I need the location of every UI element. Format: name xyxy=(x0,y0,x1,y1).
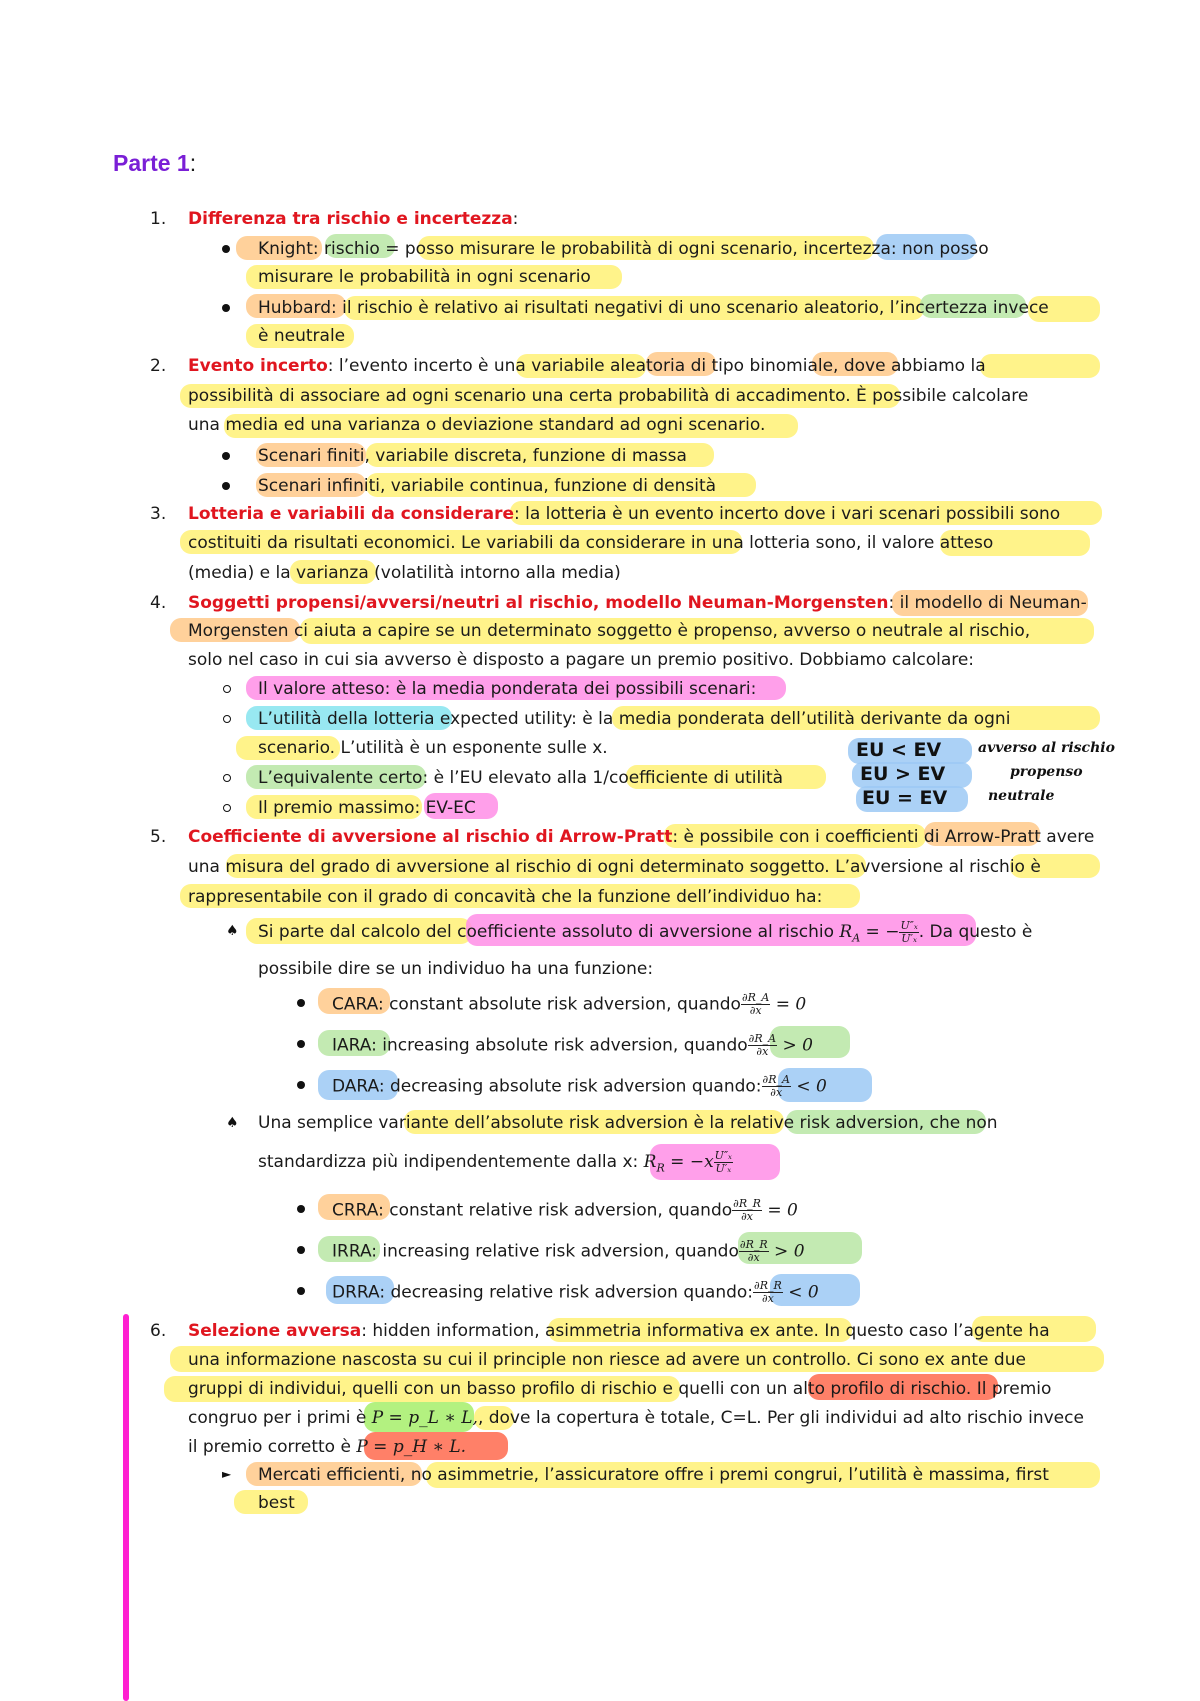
math-num: ∂R_R xyxy=(754,1279,782,1292)
text-line: una media ed una varianza o deviazione standard ad ogni scenario. xyxy=(188,415,766,435)
text-line: Hubbard: il rischio è relativo ai risultati negativi di uno scenario aleatorio, l’incertezza invece xyxy=(258,298,1049,318)
math-text: = −x xyxy=(664,1152,714,1172)
fraction xyxy=(714,1150,733,1175)
text-line: Scenari finiti, variabile discreta, funzione di massa xyxy=(258,446,687,466)
fraction xyxy=(748,1033,777,1058)
text-line: scenario. L’utilità è un esponente sulle x. xyxy=(258,738,608,758)
bullet-dot xyxy=(222,245,230,253)
bullet-dot xyxy=(297,1287,305,1295)
text: DRRA: decreasing relative risk adversion quando: xyxy=(332,1282,754,1303)
handwritten-note-propenso: propenso xyxy=(1010,764,1083,780)
text-line xyxy=(332,1074,827,1099)
text-line: Scenari infiniti, variabile continua, funzione di densità xyxy=(258,476,717,496)
math-den: ∂x xyxy=(749,1004,762,1017)
bullet-circle xyxy=(223,715,231,723)
fraction xyxy=(732,1198,762,1223)
colon: : xyxy=(512,209,519,229)
math-text: < 0 xyxy=(790,1076,827,1097)
text-line xyxy=(332,992,806,1017)
math-den: U′ₓ xyxy=(901,932,917,945)
spade-bullet-icon: ♠ xyxy=(226,923,239,939)
title-text: Coefficiente di avversione al rischio di Arrow-Pratt xyxy=(188,827,673,847)
text: CARA: constant absolute risk adversion, quando xyxy=(332,994,741,1015)
text-line xyxy=(258,1150,733,1179)
text: IARA: increasing absolute risk adversion, quando xyxy=(332,1035,748,1056)
fraction xyxy=(739,1239,769,1264)
bullet-circle xyxy=(223,685,231,693)
title-text: Lotteria e variabili da considerare xyxy=(188,504,514,524)
text-line: possibile dire se un individuo ha una funzione: xyxy=(258,959,654,979)
math-text: R xyxy=(643,1152,657,1172)
text-line: Una semplice variante dell’absolute risk adversion è la relative risk adversion, che non xyxy=(258,1113,998,1133)
text-line: possibilità di associare ad ogni scenario una certa probabilità di accadimento. È possibile calcolare xyxy=(188,386,1029,406)
text-line: Knight: rischio = posso misurare le probabilità di ogni scenario, incertezza: non posso xyxy=(258,239,989,259)
math-den: U′ₓ xyxy=(715,1162,732,1175)
text-line: Il premio massimo: EV-EC xyxy=(258,798,476,818)
heading-title: Parte 1 xyxy=(113,150,190,176)
text-line: Mercati efficienti, no asimmetrie, l’assicuratore offre i premi congrui, l’utilità è massima, first xyxy=(258,1465,1049,1485)
math-den: ∂x xyxy=(761,1292,774,1305)
item-2-line xyxy=(188,355,986,377)
math-text: > 0 xyxy=(768,1241,805,1262)
item-number: 5. xyxy=(150,827,167,847)
title-text: Selezione avversa xyxy=(188,1321,362,1341)
text-line xyxy=(332,1033,813,1058)
bullet-circle xyxy=(223,774,231,782)
text: . Da questo è xyxy=(918,922,1033,942)
fraction xyxy=(753,1280,783,1305)
text-line: una informazione nascosta su cui il principle non riesce ad avere un controllo. Ci sono ex ante due xyxy=(188,1350,1026,1370)
math-num: ∂R_A xyxy=(741,991,770,1004)
text-line: L’equivalente certo: è l’EU elevato alla 1/coefficiente di utilità xyxy=(258,768,784,788)
item-3-line xyxy=(188,503,1060,525)
item-4-line xyxy=(188,592,1087,614)
text-line xyxy=(332,1280,819,1305)
text-line: best xyxy=(258,1493,295,1513)
text: : hidden information, asimmetria informativa ex ante. In questo caso l’agente ha xyxy=(361,1321,1050,1341)
math-num: ∂R_R xyxy=(739,1238,768,1251)
section-heading xyxy=(113,150,196,177)
bullet-dot xyxy=(297,1205,305,1213)
bullet-dot xyxy=(297,1246,305,1254)
text: il premio corretto è xyxy=(188,1437,351,1457)
title-text: Soggetti propensi/avversi/neutri al rischio, modello Neuman-Morgensten xyxy=(188,593,889,613)
text: CRRA: constant relative risk adversion, quando xyxy=(332,1200,733,1221)
text-line: solo nel caso in cui sia avverso è disposto a pagare un premio positivo. Dobbiamo calcolare: xyxy=(188,650,975,670)
text-line: (media) e la varianza (volatilità intorno alla media) xyxy=(188,563,621,583)
text: : il modello di Neuman- xyxy=(888,593,1087,613)
bullet-dot xyxy=(297,999,305,1007)
item-number: 2. xyxy=(150,356,167,376)
text-line: è neutrale xyxy=(258,326,346,346)
title-text: Differenza tra rischio e incertezza xyxy=(188,209,513,229)
text-line: rappresentabile con il grado di concavità che la funzione dell’individuo ha: xyxy=(188,887,823,907)
handwritten-note-avverso: avverso al rischio xyxy=(978,740,1115,756)
text-line: L’utilità della lotteria expected utility: è la media ponderata dell’utilità derivante da ogni xyxy=(258,709,1011,729)
bullet-circle xyxy=(223,804,231,812)
text: IRRA: increasing relative risk adversion, quando xyxy=(332,1241,739,1262)
item-number: 3. xyxy=(150,504,167,524)
bullet-dot xyxy=(222,452,230,460)
item-number: 4. xyxy=(150,593,167,613)
handwritten-eu-eq: EU = EV xyxy=(862,787,948,809)
bullet-dot xyxy=(222,482,230,490)
math-text: = 0 xyxy=(761,1200,798,1221)
bullet-dot xyxy=(297,1081,305,1089)
text-line: Morgensten ci aiuta a capire se un determinato soggetto è propenso, avverso o neutrale al rischio, xyxy=(188,621,1031,641)
premium-formula-high: P = p_H ∗ L. xyxy=(356,1437,467,1457)
math-text: R xyxy=(839,922,853,942)
text-line: Il valore atteso: è la media ponderata dei possibili scenari: xyxy=(258,679,757,699)
handwritten-eu-gt: EU > EV xyxy=(860,763,946,785)
item-1-title xyxy=(188,208,518,230)
handwritten-note-neutrale: neutrale xyxy=(988,788,1055,804)
math-den: ∂x xyxy=(756,1045,769,1058)
fraction xyxy=(899,920,918,945)
fraction xyxy=(762,1074,791,1099)
text: standardizza più indipendentemente dalla x: xyxy=(258,1152,639,1172)
item-6-line xyxy=(188,1320,1050,1342)
highlight xyxy=(980,354,1100,378)
text-line xyxy=(258,920,1032,949)
premium-formula-low: P = p_L ∗ L, xyxy=(371,1408,478,1428)
text: : l’evento incerto è una variabile aleatoria di tipo binomiale, dove abbiamo la xyxy=(327,356,986,376)
math-den: ∂x xyxy=(770,1086,783,1099)
text-line: gruppi di individui, quelli con un basso profilo di rischio e quelli con un alto profilo di rischio. Il premio xyxy=(188,1379,1052,1399)
bullet-dot xyxy=(297,1040,305,1048)
spade-bullet-icon: ♠ xyxy=(226,1115,239,1131)
math-num: ∂R_A xyxy=(748,1032,777,1045)
math-num: ∂R_R xyxy=(733,1197,761,1210)
math-den: ∂x xyxy=(741,1210,753,1223)
text-line: misurare le probabilità in ogni scenario xyxy=(258,267,591,287)
text: Si parte dal calcolo del coefficiente assoluto di avversione al rischio xyxy=(258,922,834,942)
margin-bar xyxy=(123,1314,129,1701)
text-line xyxy=(332,1239,805,1264)
math-num: U″ₓ xyxy=(900,919,918,932)
math-sub: A xyxy=(852,931,861,945)
arrow-bullet-icon: ► xyxy=(222,1467,232,1481)
math-text: = − xyxy=(860,922,900,942)
text: : la lotteria è un evento incerto dove i vari scenari possibili sono xyxy=(513,504,1061,524)
ra-formula xyxy=(839,919,918,945)
rr-formula xyxy=(643,1149,733,1175)
text-line xyxy=(188,1436,466,1458)
item-number: 1. xyxy=(150,209,167,229)
title-text: Evento incerto xyxy=(188,356,328,376)
math-sub: R xyxy=(656,1161,665,1175)
math-text: < 0 xyxy=(782,1282,819,1303)
text: congruo per i primi è xyxy=(188,1408,367,1428)
text-line xyxy=(332,1198,798,1223)
item-number: 6. xyxy=(150,1321,167,1341)
bullet-dot xyxy=(222,304,230,312)
text: : è possibile con i coefficienti di Arrow-Pratt avere xyxy=(672,827,1095,847)
text-line xyxy=(188,1407,1084,1429)
math-num: U″ₓ xyxy=(714,1149,732,1162)
item-5-line xyxy=(188,826,1094,848)
text: DARA: decreasing absolute risk adversion quando: xyxy=(332,1076,762,1097)
text: , dove la copertura è totale, C=L. Per gli individui ad alto rischio invece xyxy=(477,1408,1084,1428)
heading-colon: : xyxy=(189,150,197,176)
text-line: costituiti da risultati economici. Le variabili da considerare in una lotteria sono, il valore atteso xyxy=(188,533,994,553)
math-text: = 0 xyxy=(770,994,807,1015)
math-den: ∂x xyxy=(747,1251,760,1264)
handwritten-eu-lt: EU < EV xyxy=(856,739,942,761)
text-line: una misura del grado di avversione al rischio di ogni determinato soggetto. L’avversione al rischio è xyxy=(188,857,1041,877)
math-text: > 0 xyxy=(777,1035,813,1056)
fraction xyxy=(741,992,770,1017)
math-num: ∂R_A xyxy=(762,1073,790,1086)
